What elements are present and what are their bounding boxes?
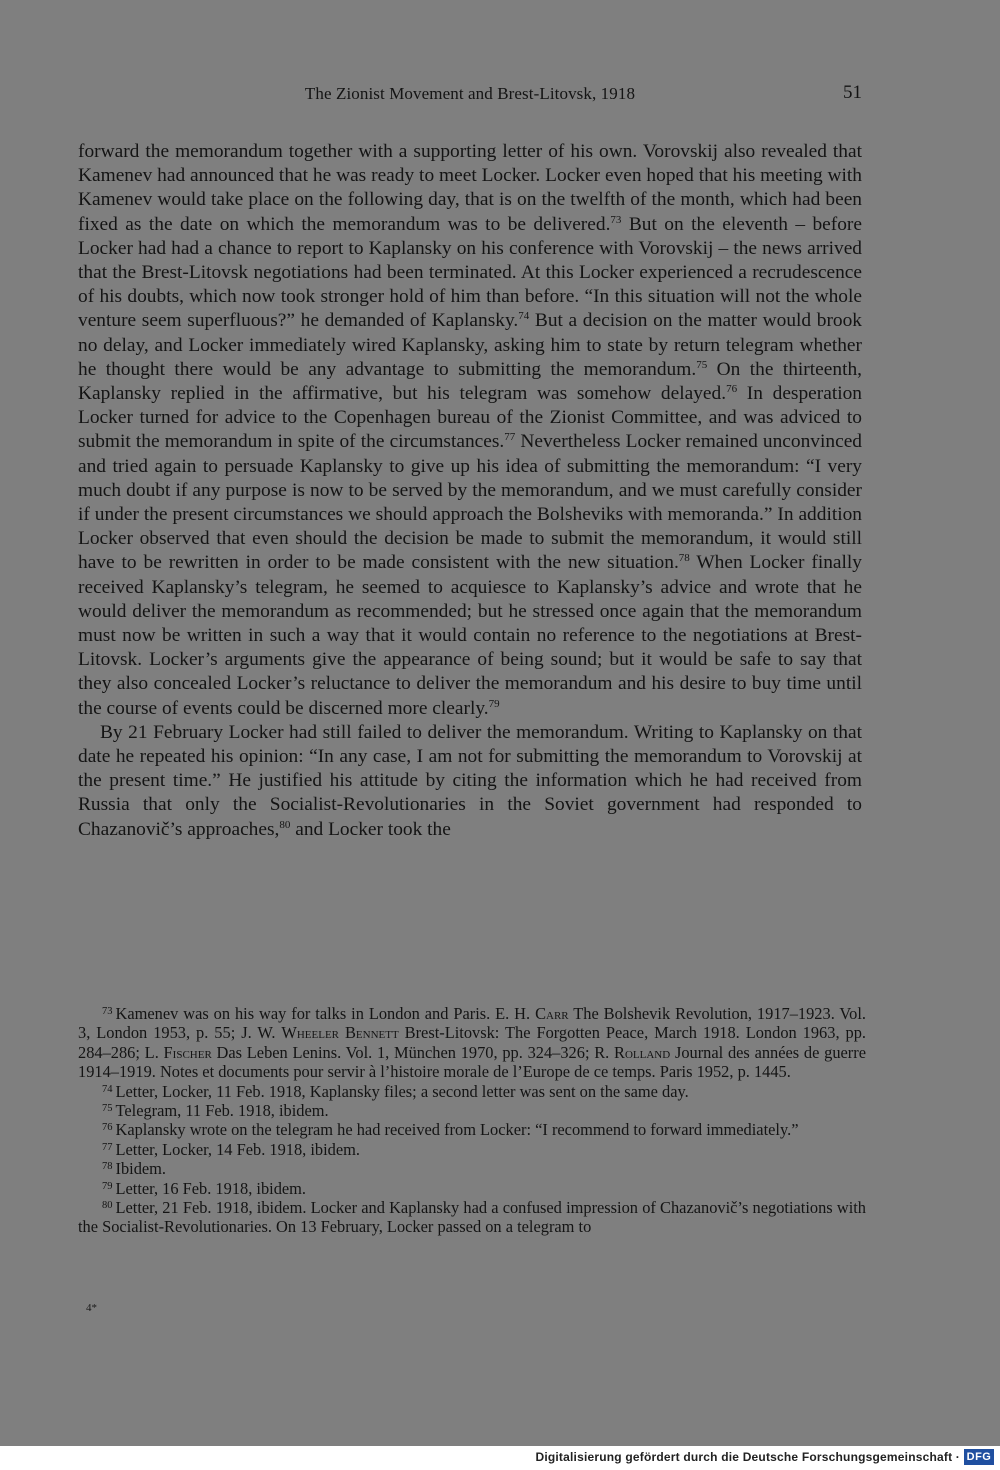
footnote-text: The Bolshevik Revolution, 1917–1923. Vol. 3, London 1953, p. 55; J. W.: [78, 1004, 866, 1043]
footnote-reference: 77: [504, 431, 516, 444]
footnote-text: Brest-Litovsk: The Forgotten Peace, March 1918. London 1963, pp. 284–286; L.: [78, 1023, 866, 1062]
text-run: When Locker finally received Kaplansky’s telegram, he seemed to acquiesce to Kaplansky’s advice and wrote that he would deliver the memorandum as recommended; but he stressed once again that the memorandum must now be written in such a way that it would contain no reference to the negotiations at Brest-Litovsk. Locker’s arguments give the appearance of being sound; but it would be safe to say that they also concealed Locker’s reluctance to deliver the memorandum and his desire to buy time until the course of events could be discerned more clearly.: [78, 552, 862, 719]
body-text: [78, 140, 862, 842]
footnote-80: [78, 1198, 866, 1237]
footnote-text: Kamenev was on his way for talks in London and Paris. E. H.: [115, 1004, 536, 1023]
footnote-text: Kaplansky wrote on the telegram he had received from Locker: “I recommend to forward immediately.”: [115, 1120, 799, 1140]
author-name: Fischer: [163, 1042, 212, 1062]
footnote-reference: 74: [518, 310, 530, 323]
footnote-text: Letter, 16 Feb. 1918, ibidem.: [115, 1178, 307, 1198]
running-head: [78, 82, 862, 110]
text-run: and Locker took the: [290, 818, 451, 840]
footnote-77: [78, 1140, 866, 1159]
footnote-number: 73: [102, 1006, 113, 1017]
footnote-number: 76: [102, 1122, 113, 1134]
author-name: Carr: [535, 1004, 569, 1023]
running-title: The Zionist Movement and Brest-Litovsk, 1918: [304, 84, 636, 103]
footnote-text: Letter, Locker, 11 Feb. 1918, Kaplansky files; a second letter was sent on the same day.: [115, 1081, 689, 1101]
author-name: Rolland: [614, 1042, 671, 1062]
text-run: But a decision on the matter would brook no delay, and Locker immediately wired Kaplansky, asking him to state by return telegram whether he thought there would be any advantage to submitting the memorandum.: [78, 310, 862, 380]
footnote-text: Letter, 21 Feb. 1918, ibidem. Locker and Kaplansky had a confused impression of Chazanovič’s negotiations with the Socialist-Revolutionaries. On 13 February, Locker passed on a telegram to: [78, 1198, 866, 1237]
footnote-text: Telegram, 11 Feb. 1918, ibidem.: [115, 1101, 329, 1121]
author-name: Wheeler Bennett: [281, 1023, 399, 1043]
footnote-reference: 76: [726, 383, 738, 396]
text-run: By 21 February Locker had still failed to deliver the memorandum. Writing to Kaplansky on that date he repeated his opinion: “In any case, I am not for submitting the memorandum to Vorovskij at the present time.” He justified his attitude by citing the information which he had received from Russia that only the Socialist-Revolutionaries in the Soviet government had responded to Chazanovič’s approaches,: [78, 721, 862, 840]
footnote-number: 75: [102, 1103, 113, 1115]
footnote-number: 79: [102, 1180, 113, 1192]
text-run: In desperation Locker turned for advice to the Copenhagen bureau of the Zionist Committee, and was adviced to submit the memorandum in spite of the circumstances.: [78, 383, 862, 453]
footnote-74: [78, 1082, 866, 1101]
footnote-76: [78, 1120, 866, 1139]
footnotes: [78, 1004, 866, 1237]
footnote-number: 80: [102, 1200, 113, 1212]
footnote-reference: 80: [279, 818, 291, 831]
text-run: On the thirteenth, Kaplansky replied in the affirmative, but his telegram was somehow delayed.: [78, 358, 862, 405]
footnote-reference: 73: [610, 213, 622, 226]
paragraph: [78, 140, 862, 721]
footnote-number: 77: [102, 1141, 113, 1153]
footnote-reference: 75: [696, 358, 708, 371]
footnote-reference: 79: [488, 697, 500, 710]
text-run: forward the memorandum together with a supporting letter of his own. Vorovskij also revealed that Kamenev had announced that he was ready to meet Locker. Locker even hoped that his meeting with Kamenev would take place on the following day, that is on the twelfth of the month, which had been fixed as the date on which the memorandum was to be delivered.: [78, 141, 862, 235]
text-run: Nevertheless Locker remained unconvinced and tried again to persuade Kaplansky to give up his idea of submitting the memorandum: “I very much doubt if any purpose is now to be served by the memorandum, and we must carefully consider if under the present circumstances we should approach the Bolsheviks with memoranda.” In addition Locker observed that even should the decision be made to submit the memorandum, it would still have to be rewritten in order to be made consistent with the new situation.: [78, 431, 862, 574]
funding-note: Digitalisierung gefördert durch die Deutsche Forschungsgemeinschaft ·: [535, 1450, 960, 1464]
footnote-text: Journal des années de guerre 1914–1919. Notes et documents pour servir à l’histoire morale de l’Europe de ce temps. Paris 1952, p. 1445.: [78, 1042, 867, 1082]
text-run: But on the eleventh – before Locker had had a chance to report to Kaplansky on his conference with Vorovskij – the news arrived that the Brest-Litovsk negotiations had been terminated. At this Locker experienced a recrudescence of his doubts, which now took stronger hold of him than before. “In this situation will not the whole venture seem superfluous?” he demanded of Kaplansky.: [78, 213, 862, 332]
footnote-text: Ibidem.: [115, 1159, 167, 1179]
footnote-73: [78, 1004, 866, 1082]
footnote-78: [78, 1159, 866, 1178]
funding-bar: [0, 1446, 1000, 1470]
footnote-text: Letter, Locker, 14 Feb. 1918, ibidem.: [115, 1139, 360, 1159]
footnote-79: [78, 1179, 866, 1198]
footnote-text: Das Leben Lenins. Vol. 1, München 1970, pp. 324–326; R.: [211, 1042, 615, 1062]
footnote-number: 78: [102, 1161, 113, 1173]
dfg-logo-icon: DFG: [964, 1449, 994, 1465]
printer-signature-mark: 4*: [86, 1302, 97, 1314]
footnote-reference: 78: [678, 552, 690, 565]
page-number: 51: [843, 82, 862, 103]
footnote-number: 74: [102, 1083, 113, 1095]
footnote-75: [78, 1101, 866, 1120]
paragraph: [78, 721, 862, 842]
